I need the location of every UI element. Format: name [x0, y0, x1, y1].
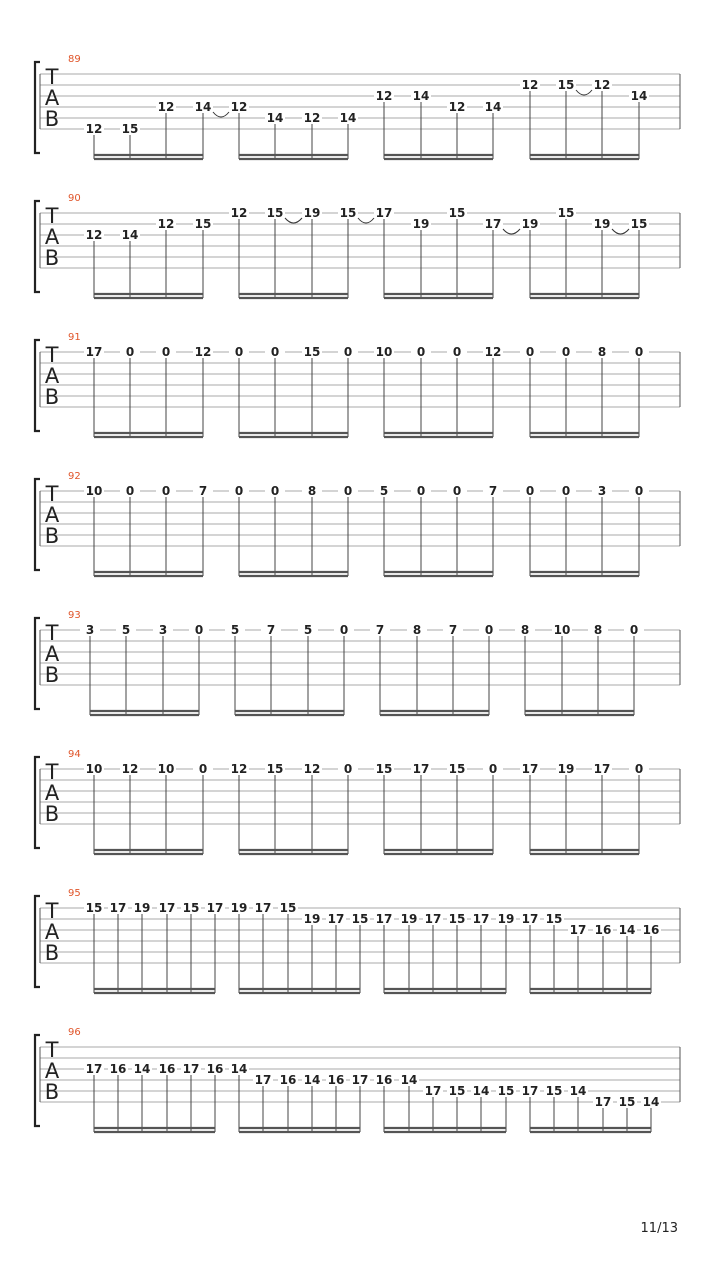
- fret-number: 10: [85, 484, 103, 498]
- system-bracket: [35, 1035, 40, 1126]
- fret-number: 3: [85, 623, 95, 637]
- fret-number: 12: [157, 100, 175, 114]
- fret-number: 17: [85, 1062, 103, 1076]
- tab-clef-letter: T: [45, 899, 59, 923]
- system-bracket: [35, 618, 40, 709]
- fret-number: 0: [561, 345, 571, 359]
- measure-number: 89: [68, 54, 81, 65]
- fret-number: 0: [161, 345, 171, 359]
- fret-number: 14: [121, 228, 139, 242]
- tab-clef-letter: T: [45, 760, 59, 784]
- fret-number: 0: [198, 762, 208, 776]
- fret-number: 17: [424, 912, 442, 926]
- fret-number: 12: [593, 78, 611, 92]
- fret-number: 7: [488, 484, 498, 498]
- slur: [612, 229, 629, 234]
- fret-number: 14: [412, 89, 430, 103]
- fret-number: 0: [161, 484, 171, 498]
- fret-number: 17: [412, 762, 430, 776]
- fret-number: 19: [521, 217, 539, 231]
- fret-number: 8: [412, 623, 422, 637]
- fret-number: 3: [597, 484, 607, 498]
- fret-number: 15: [375, 762, 393, 776]
- fret-number: 17: [254, 1073, 272, 1087]
- tab-clef-letter: T: [45, 204, 59, 228]
- fret-number: 17: [182, 1062, 200, 1076]
- fret-number: 17: [472, 912, 490, 926]
- fret-number: 0: [194, 623, 204, 637]
- slur: [213, 112, 229, 117]
- fret-number: 14: [230, 1062, 248, 1076]
- fret-number: 19: [303, 206, 321, 220]
- fret-number: 17: [569, 923, 587, 937]
- fret-number: 17: [206, 901, 224, 915]
- fret-number: 0: [484, 623, 494, 637]
- fret-number: 19: [303, 912, 321, 926]
- fret-number: 17: [594, 1095, 612, 1109]
- tab-clef-letter: B: [44, 524, 60, 548]
- tab-clef-letter: B: [44, 663, 60, 687]
- fret-number: 16: [594, 923, 612, 937]
- fret-number: 0: [452, 345, 462, 359]
- tab-clef-letter: A: [44, 920, 60, 944]
- fret-number: 10: [375, 345, 393, 359]
- tab-clef-letter: T: [45, 343, 59, 367]
- page-number: 11/13: [640, 1221, 678, 1236]
- fret-number: 14: [618, 923, 636, 937]
- fret-number: 0: [561, 484, 571, 498]
- fret-number: 12: [121, 762, 139, 776]
- fret-number: 15: [545, 912, 563, 926]
- fret-number: 17: [254, 901, 272, 915]
- fret-number: 19: [133, 901, 151, 915]
- measure-number: 93: [68, 610, 81, 621]
- fret-number: 17: [593, 762, 611, 776]
- fret-number: 15: [339, 206, 357, 220]
- tab-clef-letter: A: [44, 1059, 60, 1083]
- fret-number: 5: [230, 623, 240, 637]
- fret-number: 0: [270, 345, 280, 359]
- slur: [285, 218, 302, 223]
- fret-number: 15: [121, 122, 139, 136]
- fret-number: 8: [593, 623, 603, 637]
- fret-number: 10: [157, 762, 175, 776]
- tab-clef-letter: T: [45, 621, 59, 645]
- fret-number: 12: [448, 100, 466, 114]
- system-bracket: [35, 757, 40, 848]
- fret-number: 16: [375, 1073, 393, 1087]
- fret-number: 14: [472, 1084, 490, 1098]
- fret-number: 14: [266, 111, 284, 125]
- measure-number: 95: [68, 888, 81, 899]
- fret-number: 19: [400, 912, 418, 926]
- fret-number: 14: [400, 1073, 418, 1087]
- fret-number: 17: [351, 1073, 369, 1087]
- fret-number: 12: [484, 345, 502, 359]
- fret-number: 0: [525, 484, 535, 498]
- fret-number: 3: [158, 623, 168, 637]
- fret-number: 15: [448, 1084, 466, 1098]
- fret-number: 12: [194, 345, 212, 359]
- fret-number: 12: [521, 78, 539, 92]
- fret-number: 17: [375, 912, 393, 926]
- fret-number: 16: [279, 1073, 297, 1087]
- fret-number: 17: [521, 912, 539, 926]
- fret-number: 0: [525, 345, 535, 359]
- fret-number: 5: [121, 623, 131, 637]
- tab-clef-letter: B: [44, 107, 60, 131]
- fret-number: 16: [327, 1073, 345, 1087]
- fret-number: 17: [521, 762, 539, 776]
- fret-number: 0: [234, 345, 244, 359]
- tab-clef-letter: T: [45, 65, 59, 89]
- fret-number: 19: [497, 912, 515, 926]
- fret-number: 14: [642, 1095, 660, 1109]
- fret-number: 16: [158, 1062, 176, 1076]
- tab-clef-letter: B: [44, 1080, 60, 1104]
- fret-number: 15: [448, 206, 466, 220]
- fret-number: 12: [375, 89, 393, 103]
- fret-number: 17: [484, 217, 502, 231]
- system-bracket: [35, 896, 40, 987]
- fret-number: 15: [618, 1095, 636, 1109]
- tab-clef-letter: A: [44, 503, 60, 527]
- fret-number: 12: [85, 122, 103, 136]
- fret-number: 0: [270, 484, 280, 498]
- fret-number: 0: [125, 484, 135, 498]
- fret-number: 15: [557, 206, 575, 220]
- fret-number: 0: [634, 345, 644, 359]
- fret-number: 17: [158, 901, 176, 915]
- fret-number: 15: [85, 901, 103, 915]
- fret-number: 17: [424, 1084, 442, 1098]
- fret-number: 0: [416, 484, 426, 498]
- tab-clef-letter: B: [44, 385, 60, 409]
- tab-clef-letter: A: [44, 642, 60, 666]
- fret-number: 8: [520, 623, 530, 637]
- fret-number: 12: [85, 228, 103, 242]
- fret-number: 14: [194, 100, 212, 114]
- fret-number: 8: [307, 484, 317, 498]
- fret-number: 0: [629, 623, 639, 637]
- fret-number: 15: [303, 345, 321, 359]
- fret-number: 17: [327, 912, 345, 926]
- fret-number: 0: [488, 762, 498, 776]
- fret-number: 15: [194, 217, 212, 231]
- fret-number: 16: [206, 1062, 224, 1076]
- fret-number: 15: [448, 912, 466, 926]
- fret-number: 10: [85, 762, 103, 776]
- fret-number: 17: [521, 1084, 539, 1098]
- fret-number: 15: [630, 217, 648, 231]
- fret-number: 16: [109, 1062, 127, 1076]
- slur: [358, 218, 374, 223]
- fret-number: 5: [303, 623, 313, 637]
- fret-number: 17: [109, 901, 127, 915]
- fret-number: 14: [484, 100, 502, 114]
- fret-number: 14: [569, 1084, 587, 1098]
- slur: [503, 229, 520, 234]
- fret-number: 7: [375, 623, 385, 637]
- fret-number: 15: [182, 901, 200, 915]
- fret-number: 12: [230, 206, 248, 220]
- fret-number: 14: [630, 89, 648, 103]
- measure-number: 96: [68, 1027, 81, 1038]
- fret-number: 15: [266, 206, 284, 220]
- tab-clef-letter: B: [44, 802, 60, 826]
- fret-number: 7: [266, 623, 276, 637]
- fret-number: 17: [375, 206, 393, 220]
- fret-number: 17: [85, 345, 103, 359]
- fret-number: 19: [230, 901, 248, 915]
- fret-number: 0: [234, 484, 244, 498]
- tab-clef-letter: A: [44, 364, 60, 388]
- tab-clef-letter: A: [44, 86, 60, 110]
- measure-number: 94: [68, 749, 81, 760]
- fret-number: 15: [351, 912, 369, 926]
- tab-clef-letter: B: [44, 941, 60, 965]
- fret-number: 14: [339, 111, 357, 125]
- fret-number: 7: [198, 484, 208, 498]
- measure-number: 91: [68, 332, 81, 343]
- fret-number: 19: [593, 217, 611, 231]
- fret-number: 0: [343, 762, 353, 776]
- fret-number: 12: [230, 100, 248, 114]
- fret-number: 0: [452, 484, 462, 498]
- fret-number: 12: [303, 762, 321, 776]
- fret-number: 15: [497, 1084, 515, 1098]
- fret-number: 12: [303, 111, 321, 125]
- tab-clef-letter: T: [45, 1038, 59, 1062]
- tab-clef-letter: T: [45, 482, 59, 506]
- fret-number: 15: [279, 901, 297, 915]
- fret-number: 0: [416, 345, 426, 359]
- fret-number: 7: [448, 623, 458, 637]
- system-bracket: [35, 201, 40, 292]
- fret-number: 14: [303, 1073, 321, 1087]
- fret-number: 0: [343, 484, 353, 498]
- fret-number: 15: [266, 762, 284, 776]
- fret-number: 15: [448, 762, 466, 776]
- slur: [576, 90, 592, 95]
- fret-number: 0: [634, 762, 644, 776]
- fret-number: 12: [157, 217, 175, 231]
- fret-number: 0: [343, 345, 353, 359]
- measure-number: 90: [68, 193, 81, 204]
- tab-clef-letter: A: [44, 781, 60, 805]
- system-bracket: [35, 479, 40, 570]
- fret-number: 15: [557, 78, 575, 92]
- fret-number: 15: [545, 1084, 563, 1098]
- fret-number: 5: [379, 484, 389, 498]
- system-bracket: [35, 340, 40, 431]
- fret-number: 16: [642, 923, 660, 937]
- fret-number: 0: [339, 623, 349, 637]
- fret-number: 0: [125, 345, 135, 359]
- tab-clef-letter: B: [44, 246, 60, 270]
- fret-number: 14: [133, 1062, 151, 1076]
- fret-number: 19: [557, 762, 575, 776]
- fret-number: 8: [597, 345, 607, 359]
- system-bracket: [35, 62, 40, 153]
- fret-number: 10: [553, 623, 571, 637]
- fret-number: 0: [634, 484, 644, 498]
- measure-number: 92: [68, 471, 81, 482]
- tab-clef-letter: A: [44, 225, 60, 249]
- fret-number: 19: [412, 217, 430, 231]
- fret-number: 12: [230, 762, 248, 776]
